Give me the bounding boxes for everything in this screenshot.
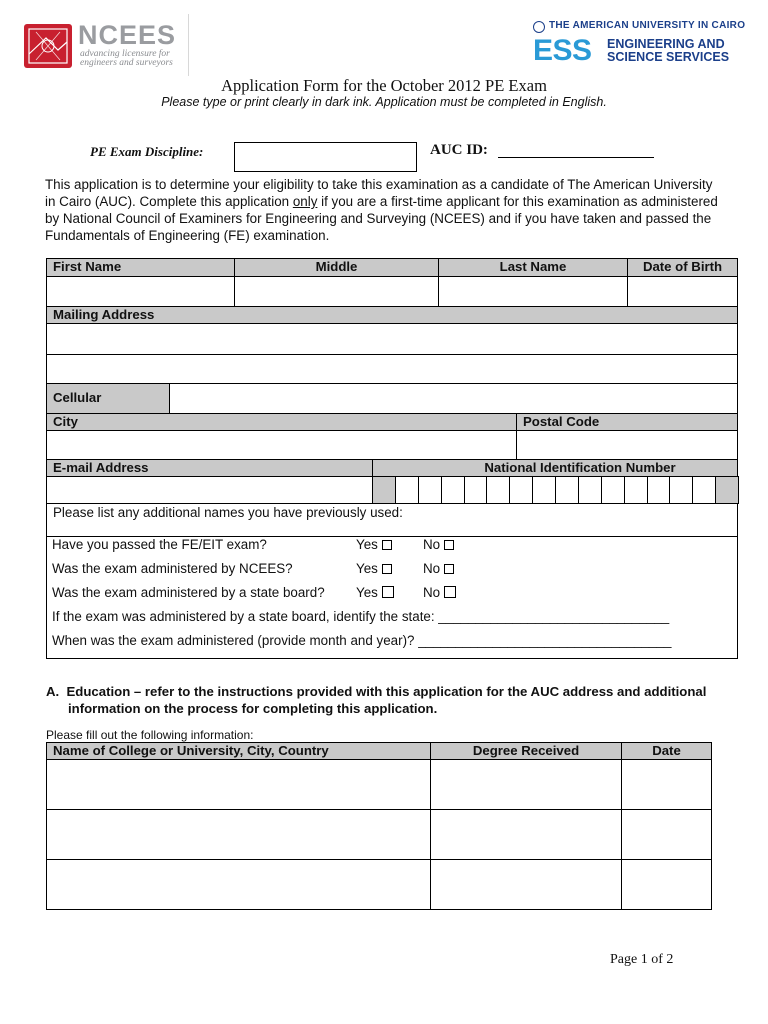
auc-id-input[interactable] <box>498 157 654 158</box>
education-col-date: Date <box>621 742 712 760</box>
ncees-logo <box>24 22 194 72</box>
national-id-digit-box[interactable] <box>624 476 648 504</box>
national-id-digit-box[interactable] <box>441 476 465 504</box>
education-row-1-degree[interactable] <box>430 759 622 810</box>
intro-underlined: only <box>292 194 318 209</box>
checkbox-icon[interactable] <box>444 564 454 574</box>
intro-text-1: This application is to determine your eligibility to take this examination as a candidate of The American University in Cairo (AUC). Complete this application <box>45 177 713 209</box>
postal-code-header: Postal Code <box>516 413 738 431</box>
first-name-header: First Name <box>46 258 235 277</box>
national-id-digit-box[interactable] <box>647 476 671 504</box>
ncees-wordmark: NCEES <box>78 20 177 50</box>
education-col-degree: Degree Received <box>430 742 622 760</box>
national-id-digit-box[interactable] <box>532 476 556 504</box>
education-row-3-date[interactable] <box>621 859 712 910</box>
mailing-address-header: Mailing Address <box>46 306 738 324</box>
ncees-administered-yes[interactable] <box>356 561 392 576</box>
mailing-address-line1[interactable] <box>46 323 738 355</box>
email-field[interactable] <box>46 476 373 504</box>
email-header: E-mail Address <box>46 459 373 477</box>
city-header: City <box>46 413 517 431</box>
cellular-field[interactable] <box>169 383 738 414</box>
ess-name-line2: SCIENCE SERVICES <box>607 50 730 64</box>
city-field[interactable] <box>46 430 517 460</box>
auc-name: THE AMERICAN UNIVERSITY IN CAIRO <box>549 20 746 31</box>
education-row-1-school[interactable] <box>46 759 431 810</box>
ess-acronym: ESS <box>533 34 592 67</box>
state-board-yes[interactable] <box>356 585 394 600</box>
national-id-digit-box[interactable] <box>555 476 579 504</box>
no-label: No <box>423 537 441 552</box>
education-row-1-date[interactable] <box>621 759 712 810</box>
question-state-board: Was the exam administered by a state board? <box>52 585 325 600</box>
national-id-digit-box[interactable] <box>418 476 442 504</box>
education-row-3-school[interactable] <box>46 859 431 910</box>
national-id-digit-box[interactable] <box>464 476 488 504</box>
middle-name-header: Middle <box>234 258 439 277</box>
checkbox-icon[interactable] <box>382 564 392 574</box>
additional-names-field[interactable] <box>46 503 738 537</box>
national-id-digits <box>372 476 738 504</box>
national-id-digit-box[interactable] <box>509 476 533 504</box>
discipline-label: PE Exam Discipline: <box>90 144 204 159</box>
state-board-no[interactable] <box>423 585 456 600</box>
ess-name-line1: ENGINEERING AND <box>607 37 725 51</box>
auc-seal-icon <box>533 21 545 33</box>
cellular-label: Cellular <box>46 383 170 414</box>
question-state-identify: If the exam was administered by a state board, identify the state: _______________________________ <box>52 609 670 624</box>
ncees-mark-icon <box>24 24 72 68</box>
education-row-2-date[interactable] <box>621 809 712 860</box>
auc-ess-logo <box>530 18 755 68</box>
discipline-input[interactable] <box>234 142 417 172</box>
checkbox-icon[interactable] <box>444 540 454 550</box>
ess-name <box>607 38 729 64</box>
national-id-digit-box[interactable] <box>692 476 716 504</box>
yes-label: Yes <box>356 537 378 552</box>
last-name-header: Last Name <box>438 258 628 277</box>
middle-name-field[interactable] <box>234 276 439 307</box>
question-exam-date: When was the exam administered (provide month and year)? __________________________________ <box>52 633 672 648</box>
additional-names-label: Please list any additional names you have previously used: <box>53 505 403 520</box>
auc-id-label: AUC ID: <box>430 142 488 158</box>
national-id-digit-box[interactable] <box>715 476 739 504</box>
education-row-3-degree[interactable] <box>430 859 622 910</box>
page-number: Page 1 of 2 <box>610 952 674 967</box>
fill-out-instruction: Please fill out the following information: <box>46 728 254 742</box>
first-name-field[interactable] <box>46 276 235 307</box>
national-id-digit-box[interactable] <box>601 476 625 504</box>
dob-header: Date of Birth <box>627 258 738 277</box>
national-id-digit-box[interactable] <box>578 476 602 504</box>
section-a-heading <box>46 683 726 717</box>
postal-code-field[interactable] <box>516 430 738 460</box>
dob-field[interactable] <box>627 276 738 307</box>
education-row-2-degree[interactable] <box>430 809 622 860</box>
fe-passed-yes[interactable] <box>356 537 392 552</box>
national-id-digit-box[interactable] <box>395 476 419 504</box>
form-title: Application Form for the October 2012 PE Exam <box>221 76 547 95</box>
form-subtitle: Please type or print clearly in dark ink. Application must be completed in English. <box>161 95 607 109</box>
intro-text-2: if you are a first-time applicant for this examination as administered by National Council of Examiners for Engineering and Surveying (NCEES) and if you have taken and passed the Fundamentals of Engineering (FE) examination. <box>45 194 718 243</box>
no-label: No <box>423 561 441 576</box>
no-label: No <box>423 585 441 600</box>
checkbox-icon[interactable] <box>382 540 392 550</box>
checkbox-icon[interactable] <box>444 586 456 598</box>
yes-label: Yes <box>356 561 378 576</box>
section-a-text: A. Education – refer to the instructions provided with this application for the AUC address and additional information on the process for completing this application. <box>46 684 707 716</box>
national-id-header: National Identification Number <box>372 459 738 477</box>
question-fe-passed: Have you passed the FE/EIT exam? <box>52 537 267 552</box>
mailing-address-line2[interactable] <box>46 354 738 384</box>
question-ncees-administered: Was the exam administered by NCEES? <box>52 561 293 576</box>
education-row-2-school[interactable] <box>46 809 431 860</box>
national-id-digit-box[interactable] <box>669 476 693 504</box>
ncees-tagline: advancing licensure for engineers and surveyors <box>80 49 173 68</box>
education-col-school: Name of College or University, City, Country <box>46 742 431 760</box>
national-id-digit-box[interactable] <box>372 476 396 504</box>
checkbox-icon[interactable] <box>382 586 394 598</box>
fe-passed-no[interactable] <box>423 537 454 552</box>
intro-paragraph <box>45 176 725 244</box>
ncees-administered-no[interactable] <box>423 561 454 576</box>
last-name-field[interactable] <box>438 276 628 307</box>
national-id-digit-box[interactable] <box>486 476 510 504</box>
logo-divider <box>188 14 189 76</box>
yes-label: Yes <box>356 585 378 600</box>
